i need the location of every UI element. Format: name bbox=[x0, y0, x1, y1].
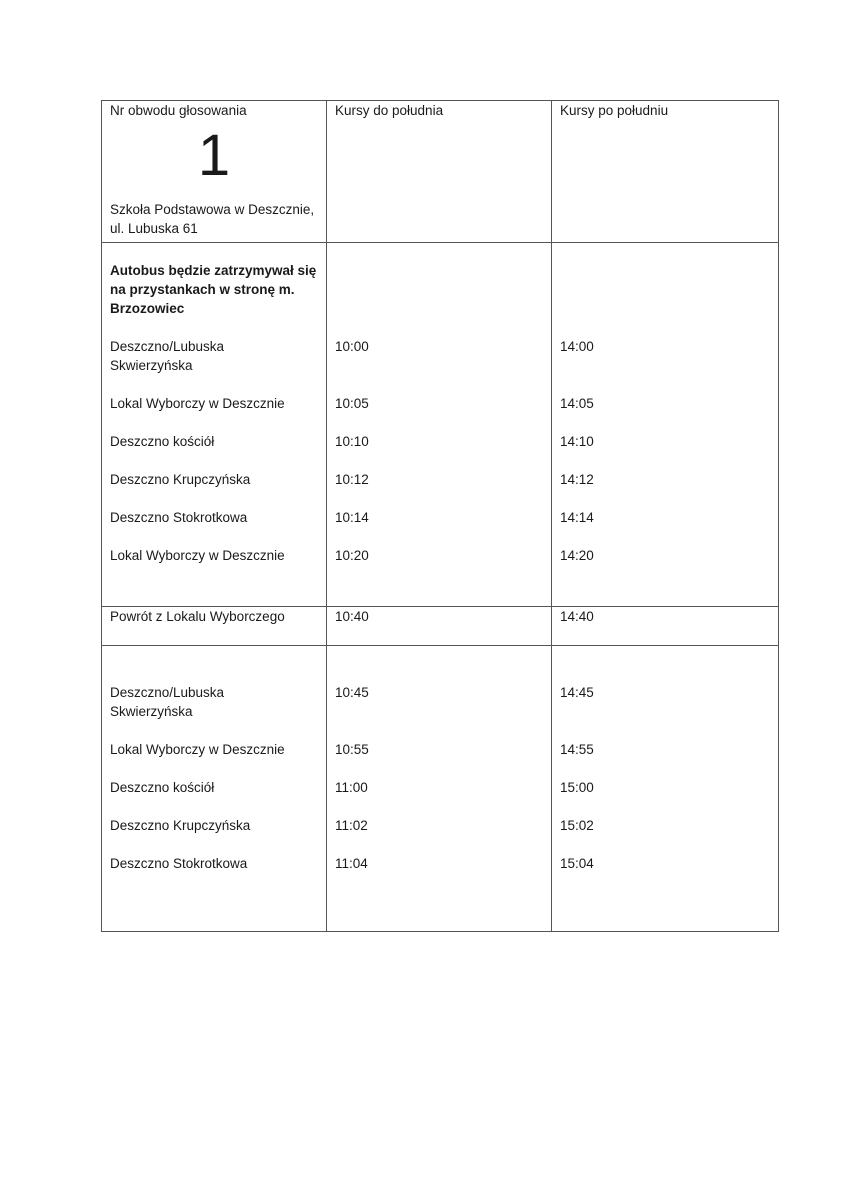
stop-name: Lokal Wyborczy w Deszcznie bbox=[110, 396, 285, 411]
first-group-row bbox=[102, 243, 779, 607]
stop-name-line-2: Skwierzyńska bbox=[110, 358, 193, 373]
morning-time: 11:02 bbox=[335, 818, 368, 833]
afternoon-time: 14:00 bbox=[560, 339, 594, 354]
first-group-stops-cell bbox=[102, 243, 327, 607]
afternoon-time: 14:20 bbox=[560, 548, 594, 563]
afternoon-time: 15:00 bbox=[560, 780, 594, 795]
return-label-cell bbox=[102, 607, 327, 646]
morning-time: 10:05 bbox=[335, 396, 369, 411]
stop-name-line-1: Deszczno/Lubuska bbox=[110, 339, 225, 354]
district-label: Nr obwodu głosowania bbox=[110, 103, 247, 118]
afternoon-time: 14:55 bbox=[560, 742, 594, 757]
stop-name-line-1: Deszczno/Lubuska bbox=[110, 685, 225, 700]
return-morning-cell bbox=[327, 607, 552, 646]
bus-schedule-table bbox=[101, 100, 779, 932]
afternoon-time: 14:05 bbox=[560, 396, 594, 411]
return-morning-time: 10:40 bbox=[335, 609, 369, 624]
afternoon-time: 14:14 bbox=[560, 510, 594, 525]
afternoon-header-cell bbox=[552, 101, 779, 243]
stop-name-line-2: Skwierzyńska bbox=[110, 704, 193, 719]
afternoon-time: 14:12 bbox=[560, 472, 594, 487]
return-afternoon-cell bbox=[552, 607, 779, 646]
afternoon-column-title: Kursy po południu bbox=[560, 103, 669, 118]
afternoon-time: 15:02 bbox=[560, 818, 594, 833]
morning-time: 10:20 bbox=[335, 548, 369, 563]
morning-header-cell bbox=[327, 101, 552, 243]
second-group-morning-cell bbox=[327, 646, 552, 932]
afternoon-time: 14:45 bbox=[560, 685, 594, 700]
return-afternoon-time: 14:40 bbox=[560, 609, 594, 624]
morning-time: 11:04 bbox=[335, 856, 368, 871]
return-row bbox=[102, 607, 779, 646]
header-row bbox=[102, 101, 779, 243]
stop-name: Deszczno kościół bbox=[110, 780, 215, 795]
return-label: Powrót z Lokalu Wyborczego bbox=[110, 609, 285, 624]
morning-time: 10:10 bbox=[335, 434, 369, 449]
stop-name: Deszczno Stokrotkowa bbox=[110, 510, 248, 525]
first-group-afternoon-cell bbox=[552, 243, 779, 607]
stop-name: Deszczno Krupczyńska bbox=[110, 818, 251, 833]
morning-time: 10:14 bbox=[335, 510, 369, 525]
stop-name: Deszczno Stokrotkowa bbox=[110, 856, 248, 871]
second-group-afternoon-cell bbox=[552, 646, 779, 932]
first-group-morning-cell bbox=[327, 243, 552, 607]
morning-time: 10:45 bbox=[335, 685, 369, 700]
morning-time: 10:55 bbox=[335, 742, 369, 757]
stop-name bbox=[110, 337, 318, 375]
location-line-1: Szkoła Podstawowa w Deszcznie, bbox=[110, 202, 315, 217]
stop-name bbox=[110, 683, 318, 721]
morning-time: 10:00 bbox=[335, 339, 369, 354]
route-note-line-3: Brzozowiec bbox=[110, 301, 185, 316]
stop-name: Lokal Wyborczy w Deszcznie bbox=[110, 548, 285, 563]
stop-name: Deszczno Krupczyńska bbox=[110, 472, 251, 487]
afternoon-time: 14:10 bbox=[560, 434, 594, 449]
district-cell bbox=[102, 101, 327, 243]
afternoon-time: 15:04 bbox=[560, 856, 594, 871]
route-note-line-2: na przystankach w stronę m. bbox=[110, 282, 295, 297]
district-number: 1 bbox=[197, 123, 231, 188]
morning-column-title: Kursy do południa bbox=[335, 103, 444, 118]
stop-name: Lokal Wyborczy w Deszcznie bbox=[110, 742, 285, 757]
location-line-2: ul. Lubuska 61 bbox=[110, 221, 198, 236]
route-note-line-1: Autobus będzie zatrzymywał się bbox=[110, 263, 317, 278]
second-group-stops-cell bbox=[102, 646, 327, 932]
morning-time: 10:12 bbox=[335, 472, 369, 487]
morning-time: 11:00 bbox=[335, 780, 368, 795]
second-group-row bbox=[102, 646, 779, 932]
stop-name: Deszczno kościół bbox=[110, 434, 215, 449]
